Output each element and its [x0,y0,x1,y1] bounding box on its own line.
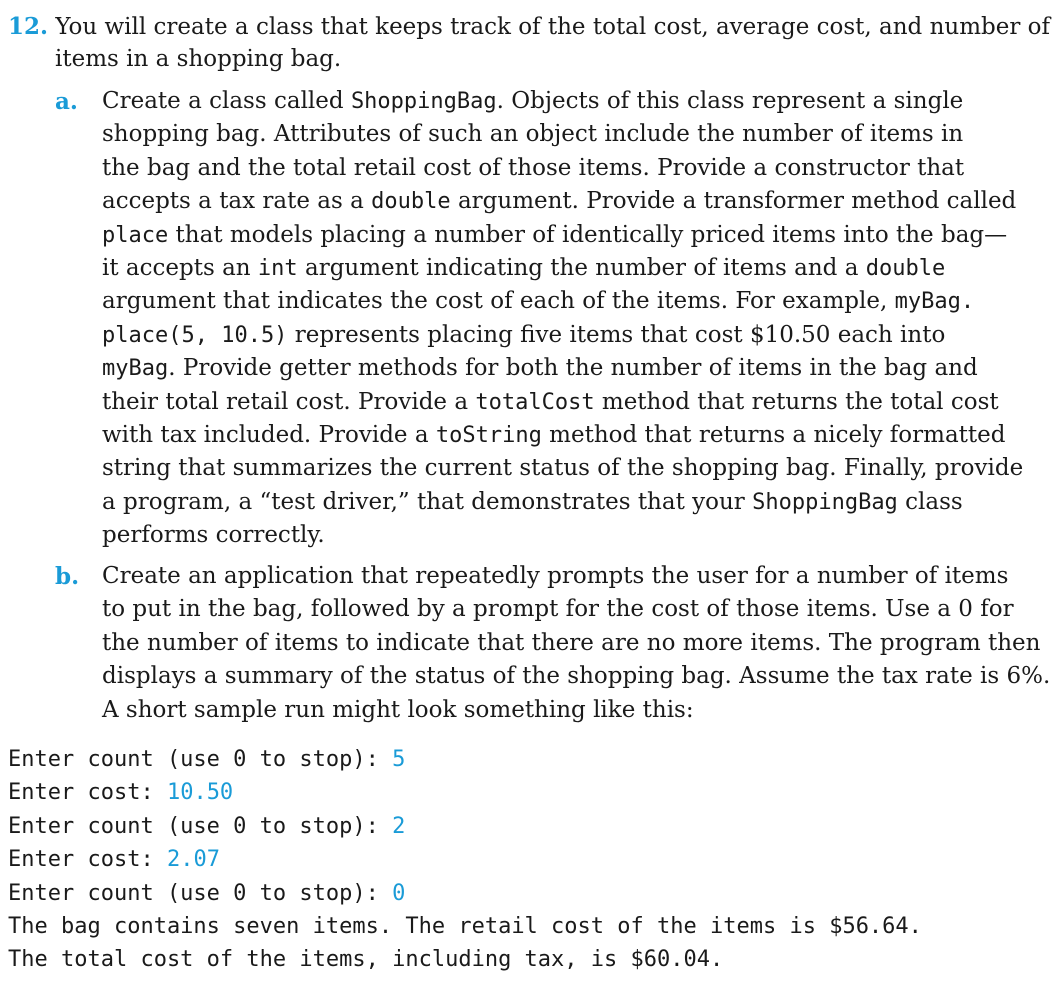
part-b-line: the number of items to indicate that there are no more items. The program then [102,629,1041,656]
part-b-line: displays a summary of the status of the shopping bag. Assume the tax rate is 6%. [102,663,1051,690]
user-input: 2.07 [166,847,220,873]
part-b-line: to put in the bag, followed by a prompt for the cost of those items. Use a 0 for [102,596,1014,623]
part-b-label: b. [55,563,80,590]
part-a-line: it accepts an int argument indicating the number of items and a double [102,255,946,282]
part-a-line: performs correctly. [102,522,325,549]
part-a-line: argument that indicates the cost of each of the items. For example, myBag. [102,288,975,315]
part-a-line: accepts a tax rate as a double argument. Provide a transformer method called [102,188,1017,215]
part-a-line: their total retail cost. Provide a totalCost method that returns the total cost [102,388,999,415]
sample-line: Enter cost: 2.07 [8,847,220,873]
part-a-line: myBag. Provide getter methods for both the number of items in the bag and [102,355,978,382]
question-line-1: You will create a class that keeps track of the total cost, average cost, and number of [55,14,1051,40]
part-a-line: string that summarizes the current status of the shopping bag. Finally, provide [102,455,1024,482]
part-a-body [102,85,1052,553]
part-a-line: Create a class called ShoppingBag. Objects of this class represent a single [102,88,964,114]
sample-run [8,743,922,977]
user-input: 0 [392,880,406,906]
sample-line: Enter count (use 0 to stop): 0 [8,880,406,906]
part-a-line: the bag and the total retail cost of those items. Provide a constructor that [102,154,965,181]
sample-line: Enter cost: 10.50 [8,780,234,806]
question-number: 12. [8,13,49,40]
part-a-line: shopping bag. Attributes of such an object include the number of items in [102,121,964,148]
part-b-line: Create an application that repeatedly prompts the user for a number of items [102,563,1009,589]
part-a-label: a. [55,88,78,115]
part-a-line: with tax included. Provide a toString method that returns a nicely formatted [102,422,1006,449]
user-input: 2 [392,813,406,839]
sample-output-line: The bag contains seven items. The retail cost of the items is $56.64. [8,914,922,940]
sample-output-line: The total cost of the items, including tax, is $60.04. [8,947,724,973]
part-a-line: place that models placing a number of identically priced items into the bag— [102,221,1008,248]
sample-line: Enter count (use 0 to stop): 2 [8,813,406,839]
user-input: 5 [392,747,406,772]
part-b-line: A short sample run might look something like this: [102,696,694,723]
part-a-line: place(5, 10.5) represents placing five items that cost $10.50 each into [102,321,946,348]
question-line-2: items in a shopping bag. [55,46,342,72]
user-input: 10.50 [166,780,234,806]
part-a-line: a program, a “test driver,” that demonstrates that your ShoppingBag class [102,488,963,515]
sample-line: Enter count (use 0 to stop): 5 [8,747,406,772]
question-text [8,10,1053,44]
part-b-body [102,560,1052,727]
